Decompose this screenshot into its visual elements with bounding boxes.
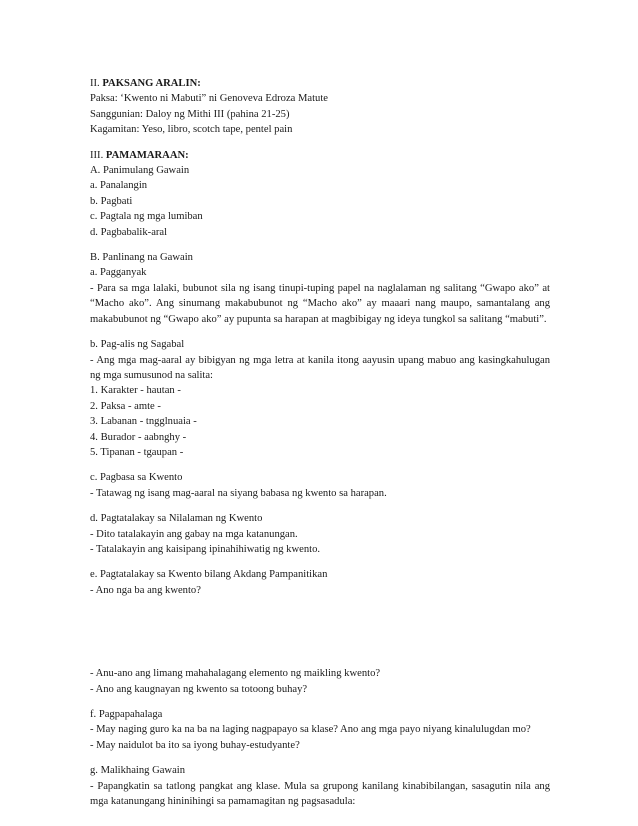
section-iii: [90, 148, 550, 240]
section-iii-heading: [90, 148, 550, 163]
list-item: 5. Tipanan - tgaupan -: [90, 446, 184, 458]
nilalaman-block: [90, 511, 550, 557]
question-line: - Ano nga ba ang kwento?: [90, 584, 201, 596]
question-line: - Ano ang kaugnayan ng kwento sa totoong buhay?: [90, 683, 308, 695]
section-iii-title: PAMAMARAAN:: [105, 149, 189, 161]
pagbasa-block: [90, 470, 550, 501]
document-body: [90, 76, 550, 809]
section-ii-heading: [90, 76, 550, 91]
question-line: - Anu-ano ang limang mahahalagang elemento ng maikling kwento?: [90, 668, 381, 680]
panlinang-title: B. Panlinang na Gawain: [90, 252, 193, 264]
question-line: - May naging guro ka na ba na laging nagpapayo sa klase? Ano ang mga payo niyang kinalulugdan mo?: [90, 724, 531, 736]
section-ii: [90, 76, 550, 138]
list-item: 3. Labanan - tngglnuaia -: [90, 416, 197, 428]
list-item: d. Pagbabalik-aral: [90, 226, 168, 238]
list-item: - Dito tatalakayin ang gabay na mga katanungan.: [90, 528, 298, 540]
section-ii-title: PAKSANG ARALIN:: [102, 78, 201, 89]
akdang-title: e. Pagtatalakay sa Kwento bilang Akdang Pampanitikan: [90, 569, 328, 581]
section-ii-number: II.: [90, 78, 100, 89]
akdang-block: [90, 567, 550, 697]
sanggunian-line: Sanggunian: Daloy ng Mithi III (pahina 21-25): [90, 108, 290, 120]
pagganyak-title: a. Pagganyak: [90, 267, 147, 279]
sagabal-block: [90, 337, 550, 460]
panlinang-block: [90, 250, 550, 327]
malikhaing-block: [90, 763, 550, 809]
nilalaman-title: d. Pagtatalakay sa Nilalaman ng Kwento: [90, 513, 263, 525]
malikhaing-paragraph: - Papangkatin sa tatlong pangkat ang klase. Mula sa grupong kanilang kinabibilangan, sasagutin nila ang mga katanungang hininihingi sa pamamagitan ng pagsasadula:: [90, 780, 550, 808]
list-item: 4. Burador - aabnghy -: [90, 431, 187, 443]
list-item: a. Panalangin: [90, 180, 148, 192]
question-line: - May naidulot ba ito sa iyong buhay-estudyante?: [90, 739, 300, 751]
pagpapahalaga-block: [90, 707, 550, 753]
list-item: - Tatalakayin ang kaisipang ipinahihiwatig ng kwento.: [90, 543, 321, 555]
sagabal-paragraph: - Ang mga mag-aaral ay bibigyan ng mga letra at kanila itong aayusin upang mabuo ang kasingkahulugan ng mga sumusunod na salita:: [90, 354, 550, 381]
malikhaing-title: g. Malikhaing Gawain: [90, 765, 186, 777]
list-item: 1. Karakter - hautan -: [90, 385, 181, 397]
kagamitan-line: Kagamitan: Yeso, libro, scotch tape, pentel pain: [90, 124, 293, 136]
list-item: c. Pagtala ng mga lumiban: [90, 211, 203, 223]
list-item: 2. Paksa - amte -: [90, 400, 161, 412]
paksa-line: Paksa: ‘Kwento ni Mabuti” ni Genoveva Edroza Matute: [90, 93, 328, 105]
pagpapahalaga-title: f. Pagpapahalaga: [90, 709, 163, 720]
list-item: b. Pagbati: [90, 195, 133, 207]
blank-space: [90, 598, 550, 666]
pagganyak-paragraph: - Para sa mga lalaki, bubunot sila ng isang tinupi-tuping papel na naglalaman ng salitang “Gwapo ako” at “Macho ako”. Ang sinumang makabubunot ng “Macho ako” ay maaari nang maupo, samantalang ang makabubunot ng “Gwapo ako” ay pupunta sa harapan at magbibigay ng ideya tungkol sa salitang “mabuti”.: [90, 282, 550, 325]
pagbasa-title: c. Pagbasa sa Kwento: [90, 472, 183, 484]
pagbasa-line: - Tatawag ng isang mag-aaral na siyang babasa ng kwento sa harapan.: [90, 487, 387, 499]
panimulang-gawain-title: A. Panimulang Gawain: [90, 165, 190, 177]
section-iii-number: III.: [90, 149, 104, 161]
sagabal-title: b. Pag-alis ng Sagabal: [90, 339, 185, 351]
